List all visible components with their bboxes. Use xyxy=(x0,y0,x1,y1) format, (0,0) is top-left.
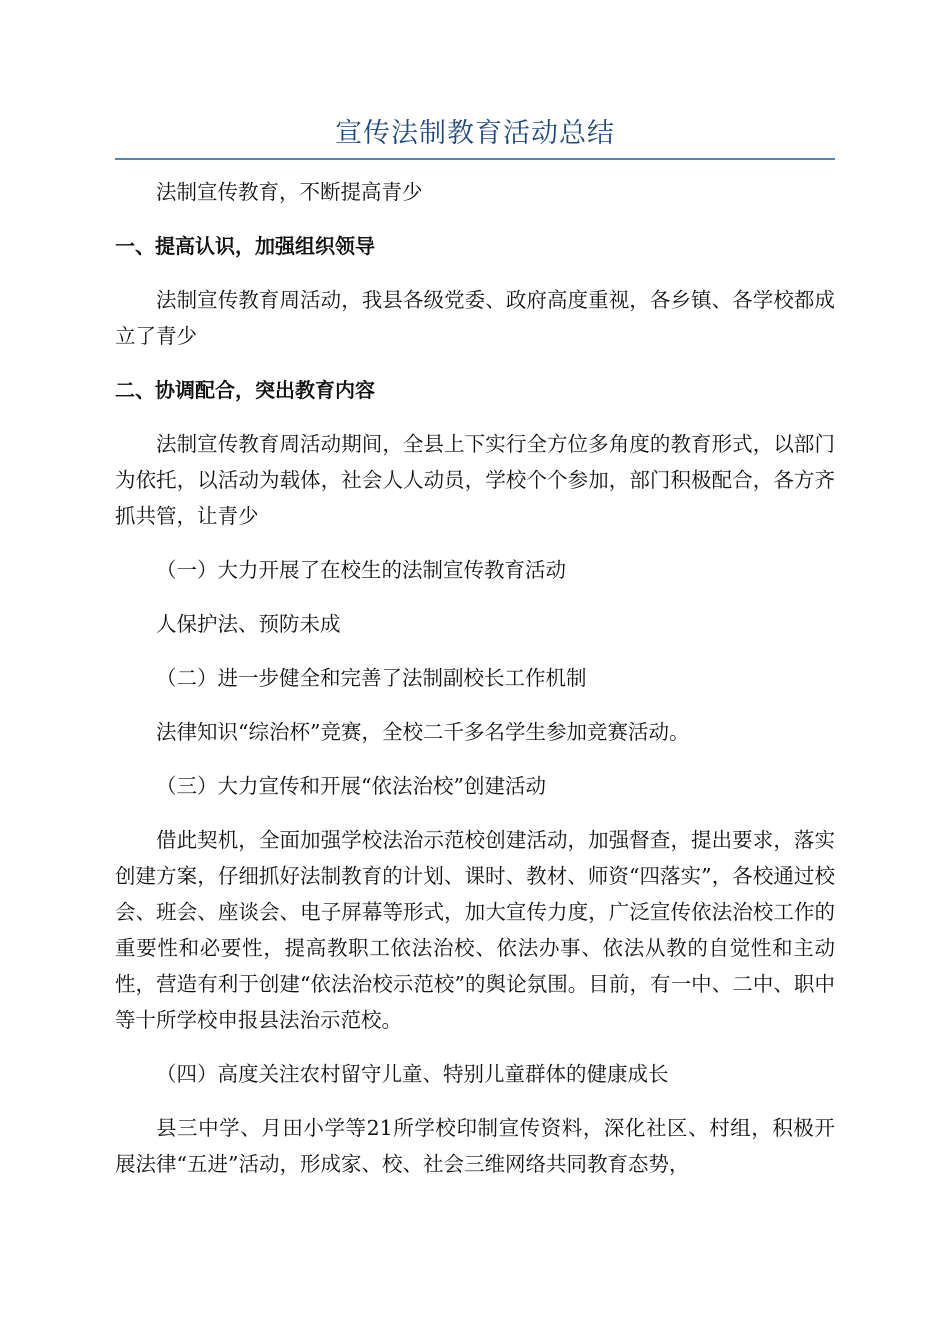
document-title: 宣传法制教育活动总结 xyxy=(335,118,615,149)
subsection-3-paragraph: 借此契机，全面加强学校法治示范校创建活动，加强督查，提出要求，落实创建方案，仔细抓好法制教育的计划、课时、教材、师资“四落实”，各校通过校会、班会、座谈会、电子屏幕等形式，加大宣传力度，广泛宣传依法治校工作的重要性和必要性，提高教职工依法治校、依法办事、依法从教的自觉性和主动性，营造有利于创建“依法治校示范校”的舆论氛围。目前，有一中、二中、职中等十所学校申报县法治示范校。 xyxy=(115,828,835,1032)
intro-paragraph: 法制宣传教育，不断提高青少 xyxy=(156,180,423,204)
subsection-heading-1: （一）大力开展了在校生的法制宣传教育活动 xyxy=(156,558,566,582)
title-area xyxy=(115,112,835,160)
section-1-paragraph: 法制宣传教育周活动，我县各级党委、政府高度重视，各乡镇、各学校都成立了青少 xyxy=(115,288,835,348)
subsection-1-paragraph: 人保护法、预防未成 xyxy=(156,612,341,636)
subsection-heading-3: （三）大力宣传和开展“依法治校”创建活动 xyxy=(156,774,546,798)
section-heading-1: 一、提高认识，加强组织领导 xyxy=(115,234,375,258)
subsection-4-paragraph: 县三中学、月田小学等21所学校印制宣传资料，深化社区、村组，积极开展法律“五进”活动，形成家、校、社会三维网络共同教育态势， xyxy=(115,1116,835,1176)
document-body xyxy=(115,174,835,1200)
subsection-heading-4: （四）高度关注农村留守儿童、特别儿童群体的健康成长 xyxy=(156,1062,669,1086)
subsection-2-paragraph: 法律知识“综治杯”竞赛，全校二千多名学生参加竞赛活动。 xyxy=(156,720,690,744)
section-2-paragraph: 法制宣传教育周活动期间，全县上下实行全方位多角度的教育形式，以部门为依托，以活动为载体，社会人人动员，学校个个参加，部门积极配合，各方齐抓共管，让青少 xyxy=(115,432,835,528)
subsection-heading-2: （二）进一步健全和完善了法制副校长工作机制 xyxy=(156,666,587,690)
section-heading-2: 二、协调配合，突出教育内容 xyxy=(115,378,375,402)
